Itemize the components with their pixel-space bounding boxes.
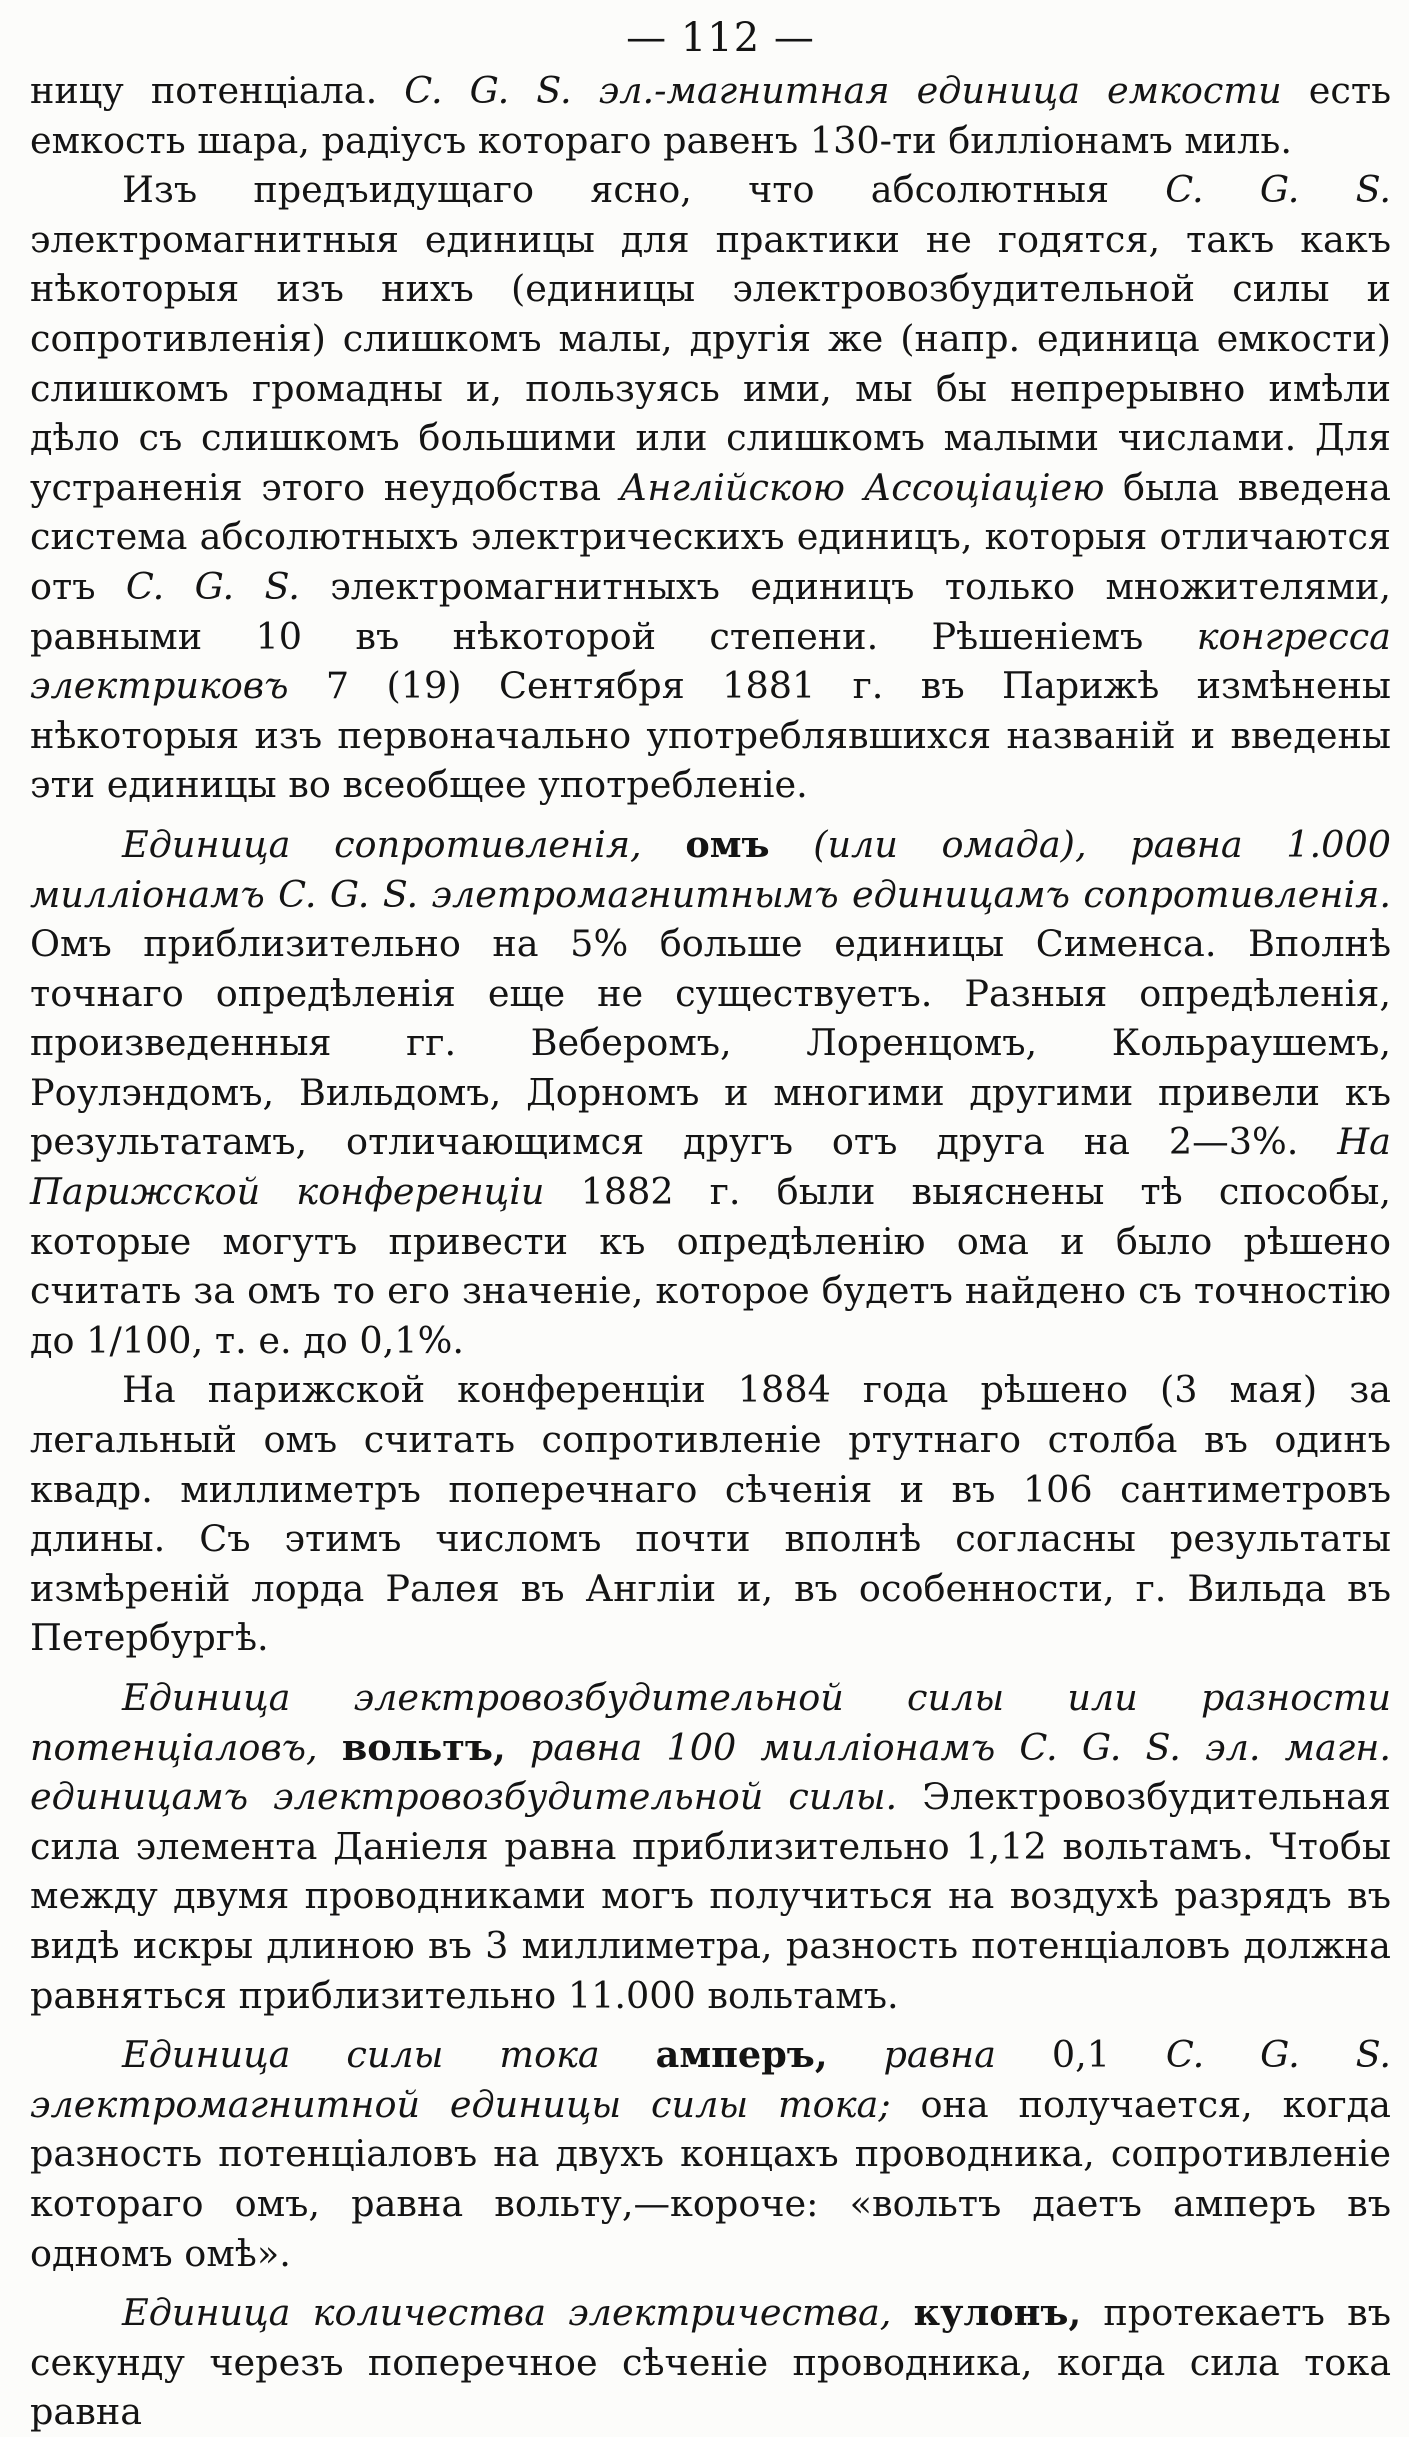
body-text xyxy=(30,66,1391,2437)
italic-run: C. G. S. эл.-магнитная единица емкости xyxy=(404,69,1282,112)
paragraph-legal-ohm xyxy=(30,1365,1391,1663)
bold-term: кулонъ, xyxy=(913,2291,1082,2335)
text-run: 7 (19) Сентября 1881 г. въ Парижѣ измѣнены нѣкоторыя изъ первоначально употреблявшихся названій и введены эти единицы во всеобщее употребленіе. xyxy=(30,664,1391,807)
italic-run: На Парижской конференціи xyxy=(30,1120,1391,1214)
text-run: 1882 г. были выяснены тѣ способы, которые могутъ привести къ опредѣленію ома и было рѣшено считать за омъ то его значеніе, которое будетъ найдено съ точностію до 1/100, т. е. до 0,1%. xyxy=(30,1170,1391,1362)
paragraph-absolute-units xyxy=(30,165,1391,810)
text-run: На парижской конференціи 1884 года рѣшено (3 мая) за легальный омъ считать сопротивленіе ртутнаго столба въ одинъ квадр. миллиметръ поперечнаго сѣченія и въ 106 сантиметровъ длины. Съ этимъ числомъ почти вполнѣ согласны результаты измѣреній лорда Ралея въ Англіи и, въ особенности, г. Вильда въ Петербургѣ. xyxy=(30,1368,1391,1660)
text-run: ницу потенціала. xyxy=(30,69,405,112)
text-run: протекаетъ въ секунду черезъ поперечное сѣченіе проводника, когда сила тока равна xyxy=(30,2291,1391,2434)
page-number: — 112 — xyxy=(626,15,815,61)
italic-run: C. G. S. xyxy=(125,564,300,608)
italic-run: конгресса электриковъ xyxy=(30,614,1391,708)
text-run: она получается, когда разность потенціаловъ на двухъ концахъ проводника, сопротивленіе котораго омъ, равна вольту,—короче: «вольтъ даетъ амперъ въ одномъ омѣ». xyxy=(30,2082,1391,2275)
bold-term: омъ xyxy=(685,822,770,866)
bold-term: амперъ, xyxy=(655,2033,828,2077)
italic-run: Единица сопротивленія, xyxy=(122,822,686,866)
italic-run: Единица электровозбудительной силы или разности потенціаловъ, xyxy=(30,1676,1391,1769)
italic-run: Единица количества электричества, xyxy=(122,2291,914,2335)
text-run: электромагнитныхъ единицъ только множителями, равными 10 въ нѣкоторой степени. Рѣшеніемъ xyxy=(30,564,1391,658)
text-run: 0,1 xyxy=(995,2033,1166,2077)
paragraph-ohm xyxy=(30,820,1391,1366)
text-run: электромагнитныя единицы для практики не годятся, такъ какъ нѣкоторыя изъ нихъ (единицы электровозбудительной силы и сопротивленія) слишкомъ малы, другія же (напр. единица емкости) слишкомъ громадны и, пользуясь ими, мы бы непрерывно имѣли дѣло съ слишкомъ большими или слишкомъ малыми числами. Для устраненія этого неудобства xyxy=(30,217,1391,509)
italic-run: Единица силы тока xyxy=(122,2033,656,2077)
italic-run: равна xyxy=(827,2033,996,2077)
text-run: Изъ предъидущаго ясно, что абсолютныя xyxy=(122,168,1166,212)
paragraph-units-capacity-continued xyxy=(30,66,1391,165)
paragraph-volt xyxy=(30,1673,1391,2020)
text-run: есть емкость шара, радіусъ котораго равенъ 130-ти билліонамъ миль. xyxy=(30,69,1391,162)
text-run: была введена система абсолютныхъ электрическихъ единицъ, которыя отличаются отъ xyxy=(30,465,1391,608)
paragraph-coulomb xyxy=(30,2288,1391,2437)
text-run: Электровозбудительная сила элемента Даніеля равна приблизительно 1,12 вольтамъ. Чтобы между двумя проводниками могъ получиться на воздухѣ разрядъ въ видѣ искры длиною въ 3 миллиметра, разность потенціаловъ должна равняться приблизительно 11.000 вольтамъ. xyxy=(30,1775,1391,2017)
italic-run: C. G. S. электромагнитной единицы силы тока; xyxy=(30,2033,1391,2126)
italic-run: равна 100 милліонамъ C. G. S. эл. магн. единицамъ электровозбудительной силы. xyxy=(30,1725,1391,1819)
italic-run: C. G. S. xyxy=(1165,168,1391,212)
text-run: Омъ приблизительно на 5% больше единицы Сименса. Вполнѣ точнаго опредѣленія еще не существуетъ. Разныя опредѣленія, произведенныя гг. Веберомъ, Лоренцомъ, Кольраушемъ, Роулэндомъ, Вильдомъ, Дорномъ и многими другими привели къ результатамъ, отличающимся другъ отъ друга на 2—3%. xyxy=(30,922,1391,1164)
italic-run: (или омада), равна 1.000 милліонамъ C. G. S. элетромагнитнымъ единицамъ сопротивленія. xyxy=(30,822,1391,916)
italic-run: Англійскою Ассоціаціею xyxy=(619,465,1105,509)
bold-term: вольтъ, xyxy=(341,1725,506,1769)
paragraph-ampere xyxy=(30,2030,1391,2278)
